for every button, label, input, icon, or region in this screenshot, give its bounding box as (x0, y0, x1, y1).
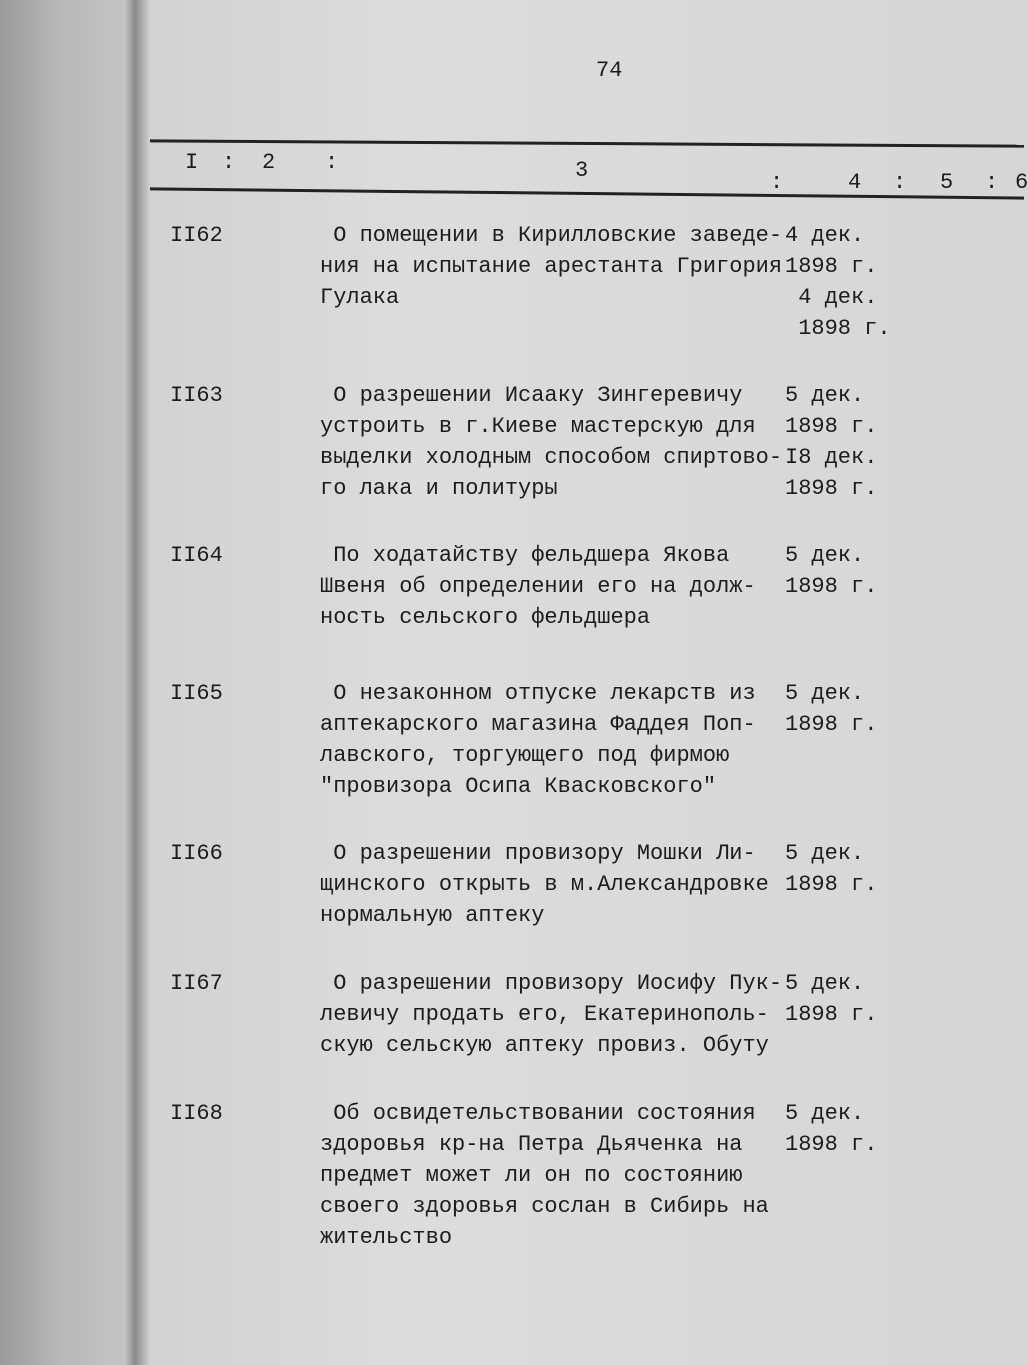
header-sep: : (325, 150, 339, 175)
entry-description (320, 540, 756, 633)
date-line: 1898 г. (785, 476, 878, 501)
description-line: О разрешении Исааку Зингеревичу (320, 383, 743, 408)
date-line: I8 дек. (785, 445, 878, 470)
description-line: По ходатайству фельдшера Якова (320, 543, 730, 568)
entry-dates (785, 678, 877, 740)
header-sep: : (222, 150, 236, 175)
header-col-2: 2 (262, 150, 276, 175)
description-line: ность сельского фельдшера (320, 605, 651, 630)
header-top-rule (150, 139, 1024, 147)
description-line: скую сельскую аптеку провиз. Обуту (320, 1033, 769, 1058)
description-line: предмет может ли он по состоянию (320, 1163, 743, 1188)
entry-dates (785, 1098, 877, 1160)
description-line: "провизора Осипа Квасковского" (320, 774, 717, 799)
description-line: Об освидетельствовании состояния (320, 1101, 756, 1126)
header-col-5: 5 (940, 170, 954, 195)
description-line: устроить в г.Киеве мастерскую для (320, 414, 756, 439)
header-col-6: 6 (1015, 170, 1028, 195)
description-line: ния на испытание арестанта Григория (320, 254, 783, 279)
description-line: лавского, торгующего под фирмою (320, 743, 730, 768)
entry-dates (785, 968, 877, 1030)
date-line: 4 дек. (785, 223, 865, 248)
entry-number: II67 (170, 971, 223, 996)
description-line: жительство (320, 1225, 453, 1250)
description-line: О незаконном отпуске лекарств из (320, 681, 756, 706)
description-line: левичу продать его, Екатеринополь- (320, 1002, 769, 1027)
entry-description (320, 838, 769, 931)
date-line: 1898 г. (785, 872, 878, 897)
date-line: 5 дек. (785, 1101, 865, 1126)
date-line: 1898 г. (785, 1002, 878, 1027)
header-col-1: I (185, 150, 199, 175)
description-line: выделки холодным способом спиртово- (320, 445, 783, 470)
date-line: 4 дек. (785, 285, 878, 310)
date-line: 5 дек. (785, 383, 865, 408)
description-line: го лака и политуры (320, 476, 558, 501)
entry-dates (785, 838, 877, 900)
header-sep: : (985, 170, 999, 195)
entry-description (320, 380, 782, 504)
description-line: щинского открыть в м.Александровке (320, 872, 769, 897)
entry-description (320, 968, 782, 1061)
header-sep: : (893, 170, 907, 195)
header-col-4: 4 (848, 170, 862, 195)
entry-number: II62 (170, 223, 223, 248)
date-line: 5 дек. (785, 971, 865, 996)
header-col-3: 3 (575, 158, 589, 183)
entry-dates (785, 380, 877, 504)
date-line: 1898 г. (785, 574, 878, 599)
description-line: своего здоровья сослан в Сибирь на (320, 1194, 769, 1219)
description-line: здоровья кр-на Петра Дьяченка на (320, 1132, 743, 1157)
date-line: 5 дек. (785, 841, 865, 866)
description-line: аптекарского магазина Фаддея Поп- (320, 712, 756, 737)
entry-number: II63 (170, 383, 223, 408)
entry-number: II66 (170, 841, 223, 866)
date-line: 5 дек. (785, 543, 865, 568)
entry-dates (785, 220, 891, 344)
date-line: 1898 г. (785, 316, 891, 341)
description-line (320, 313, 782, 344)
header-sep: : (770, 170, 784, 195)
date-line: 1898 г. (785, 414, 878, 439)
description-line: нормальную аптеку (320, 903, 545, 928)
date-line: 1898 г. (785, 1132, 878, 1157)
page-number: 74 (596, 58, 623, 83)
date-line: 5 дек. (785, 681, 865, 706)
description-line: Швеня об определении его на долж- (320, 574, 756, 599)
entry-number: II65 (170, 681, 223, 706)
description-line: О разрешении провизору Иосифу Пук- (320, 971, 783, 996)
entry-number: II64 (170, 543, 223, 568)
entry-description (320, 1098, 769, 1253)
entry-dates (785, 540, 877, 602)
date-line: 1898 г. (785, 712, 878, 737)
description-line: О разрешении провизору Мошки Ли- (320, 841, 756, 866)
entry-description (320, 678, 756, 802)
description-line: О помещении в Кирилловские заведе- (320, 223, 783, 248)
entry-number: II68 (170, 1101, 223, 1126)
entry-description (320, 220, 782, 344)
description-line: Гулака (320, 285, 400, 310)
date-line: 1898 г. (785, 254, 878, 279)
